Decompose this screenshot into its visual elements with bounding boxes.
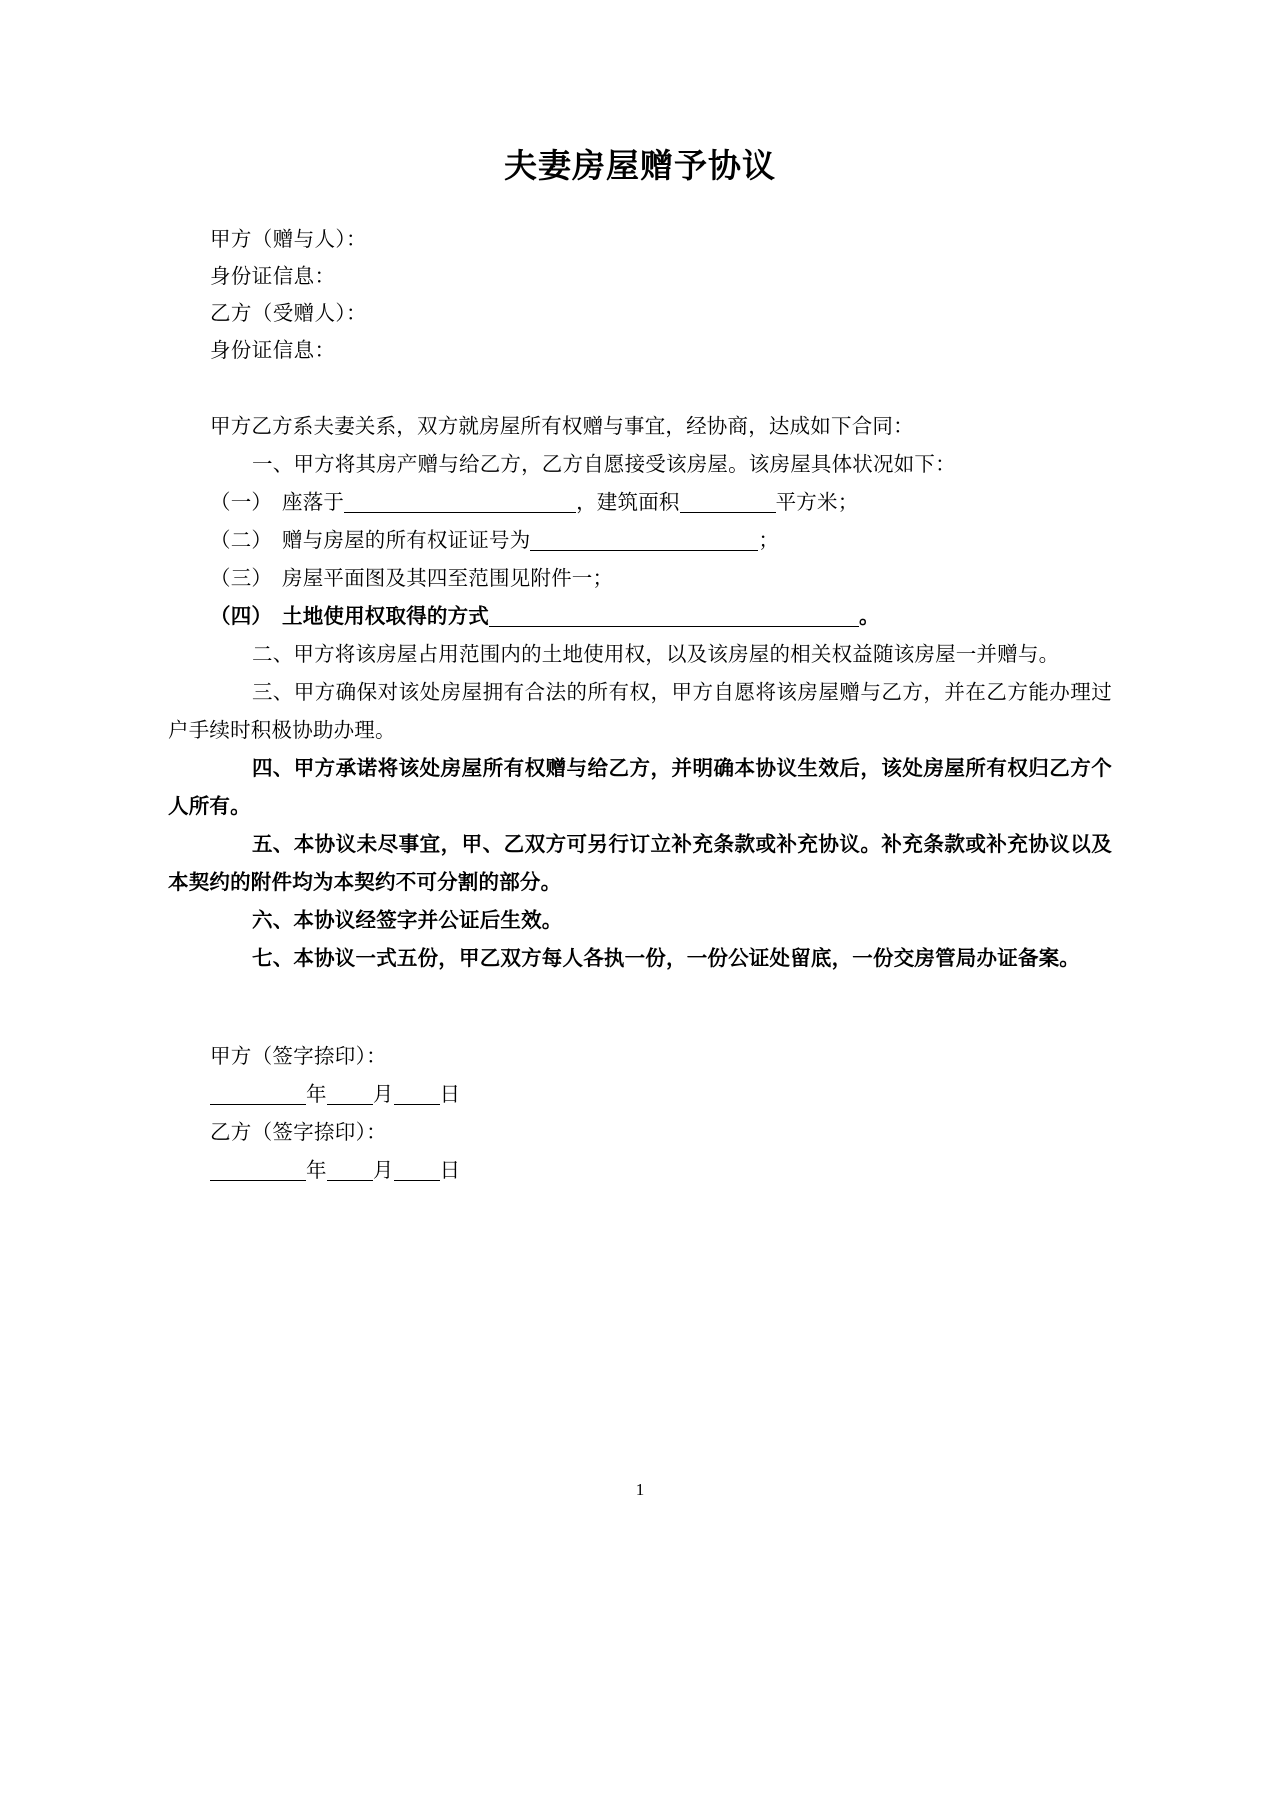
party-a-date-line (210, 1076, 1112, 1114)
preamble-text: 甲方乙方系夫妻关系，双方就房屋所有权赠与事宜，经协商，达成如下合同： (210, 416, 914, 439)
party-a-month-label: 月 (372, 1084, 394, 1107)
clause-1-sub-4 (168, 598, 1112, 636)
party-a-day-label: 日 (439, 1084, 461, 1107)
certificate-number-blank[interactable] (530, 530, 758, 551)
clause-7-marker: 七、 (252, 948, 294, 971)
signature-block (168, 1038, 1112, 1190)
party-b-date-line (210, 1152, 1112, 1190)
party-b-day-blank[interactable] (394, 1160, 440, 1181)
clause-1-sub-2-text-after: ； (758, 530, 780, 553)
party-b-month-blank[interactable] (327, 1160, 373, 1181)
clause-1-sub-4-text-before: 土地使用权取得的方式 (282, 606, 489, 629)
party-b-signature-label: 乙方（签字捺印）： (210, 1122, 387, 1145)
party-b-year-blank[interactable] (210, 1160, 306, 1181)
clause-1-sub-1-text-middle: ，建筑面积 (576, 492, 680, 515)
document-content (168, 0, 1112, 1190)
clause-2 (168, 636, 1112, 674)
clause-1-sub-1-marker: （一） (210, 492, 273, 515)
clause-1-marker: 一、 (252, 454, 294, 477)
party-a-label: 甲方（赠与人）： (210, 229, 367, 252)
agreement-body (168, 408, 1112, 978)
party-a-year-label: 年 (306, 1084, 327, 1107)
clause-1-text: 甲方将其房产赠与给乙方，乙方自愿接受该房屋。该房屋具体状况如下： (293, 454, 956, 477)
address-blank[interactable] (344, 492, 576, 513)
clause-2-text: 甲方将该房屋占用范围内的土地使用权，以及该房屋的相关权益随该房屋一并赠与。 (293, 644, 1060, 667)
page-title: 夫妻房屋赠予协议 (504, 146, 776, 185)
clause-1-sub-2-marker: （二） (210, 530, 273, 553)
party-b-year-label: 年 (306, 1160, 327, 1183)
clause-2-marker: 二、 (252, 644, 294, 667)
clause-4-marker: 四、 (252, 758, 294, 781)
clause-3-marker: 三、 (252, 682, 294, 705)
clause-4-text: 甲方承诺将该处房屋所有权赠与给乙方，并明确本协议生效后，该处房屋所有权归乙方个人所有。 (168, 758, 1112, 819)
clause-6-text: 本协议经签字并公证后生效。 (293, 910, 563, 933)
clause-3 (168, 674, 1112, 750)
area-blank[interactable] (680, 492, 776, 513)
party-b-label: 乙方（受赠人）： (210, 303, 367, 326)
clause-1-sub-4-text-after: 。 (859, 606, 880, 629)
party-a-month-blank[interactable] (327, 1084, 373, 1105)
clause-3-text: 甲方确保对该处房屋拥有合法的所有权，甲方自愿将该房屋赠与乙方，并在乙方能办理过户手续时积极协助办理。 (168, 682, 1112, 743)
party-a-signature-label: 甲方（签字捺印）： (210, 1046, 387, 1069)
party-info-block (168, 222, 1112, 370)
clause-1-sub-3 (168, 560, 1112, 598)
clause-5-text: 本协议未尽事宜，甲、乙双方可另行订立补充条款或补充协议。补充条款或补充协议以及本契约的附件均为本契约不可分割的部分。 (168, 834, 1112, 895)
clause-1 (168, 446, 1112, 484)
land-use-right-blank[interactable] (489, 606, 859, 627)
party-b-month-label: 月 (372, 1160, 394, 1183)
clause-1-sub-3-text: 房屋平面图及其四至范围见附件一； (282, 568, 614, 591)
clause-6-marker: 六、 (252, 910, 294, 933)
clause-1-sub-2 (168, 522, 1112, 560)
clause-4 (168, 750, 1112, 826)
party-a-id-label: 身份证信息： (210, 266, 336, 289)
clause-1-sub-3-marker: （三） (210, 568, 273, 591)
clause-1-sub-1-text-before: 座落于 (282, 492, 345, 515)
party-a-year-blank[interactable] (210, 1084, 306, 1105)
clause-5-marker: 五、 (252, 834, 294, 857)
page-number: 1 (635, 1480, 645, 1499)
party-b-day-label: 日 (439, 1160, 461, 1183)
clause-7 (168, 940, 1112, 978)
clause-1-sub-1 (168, 484, 1112, 522)
clause-6 (168, 902, 1112, 940)
party-a-day-blank[interactable] (394, 1084, 440, 1105)
party-b-id-label: 身份证信息： (210, 340, 336, 363)
clause-7-text: 本协议一式五份，甲乙双方每人各执一份，一份公证处留底，一份交房管局办证备案。 (293, 948, 1081, 971)
clause-5 (168, 826, 1112, 902)
preamble-paragraph (168, 408, 1112, 446)
clause-1-sub-2-text-before: 赠与房屋的所有权证证号为 (282, 530, 531, 553)
clause-1-sub-1-text-after: 平方米； (775, 492, 859, 515)
clause-1-sub-4-marker: （四） (210, 606, 273, 629)
